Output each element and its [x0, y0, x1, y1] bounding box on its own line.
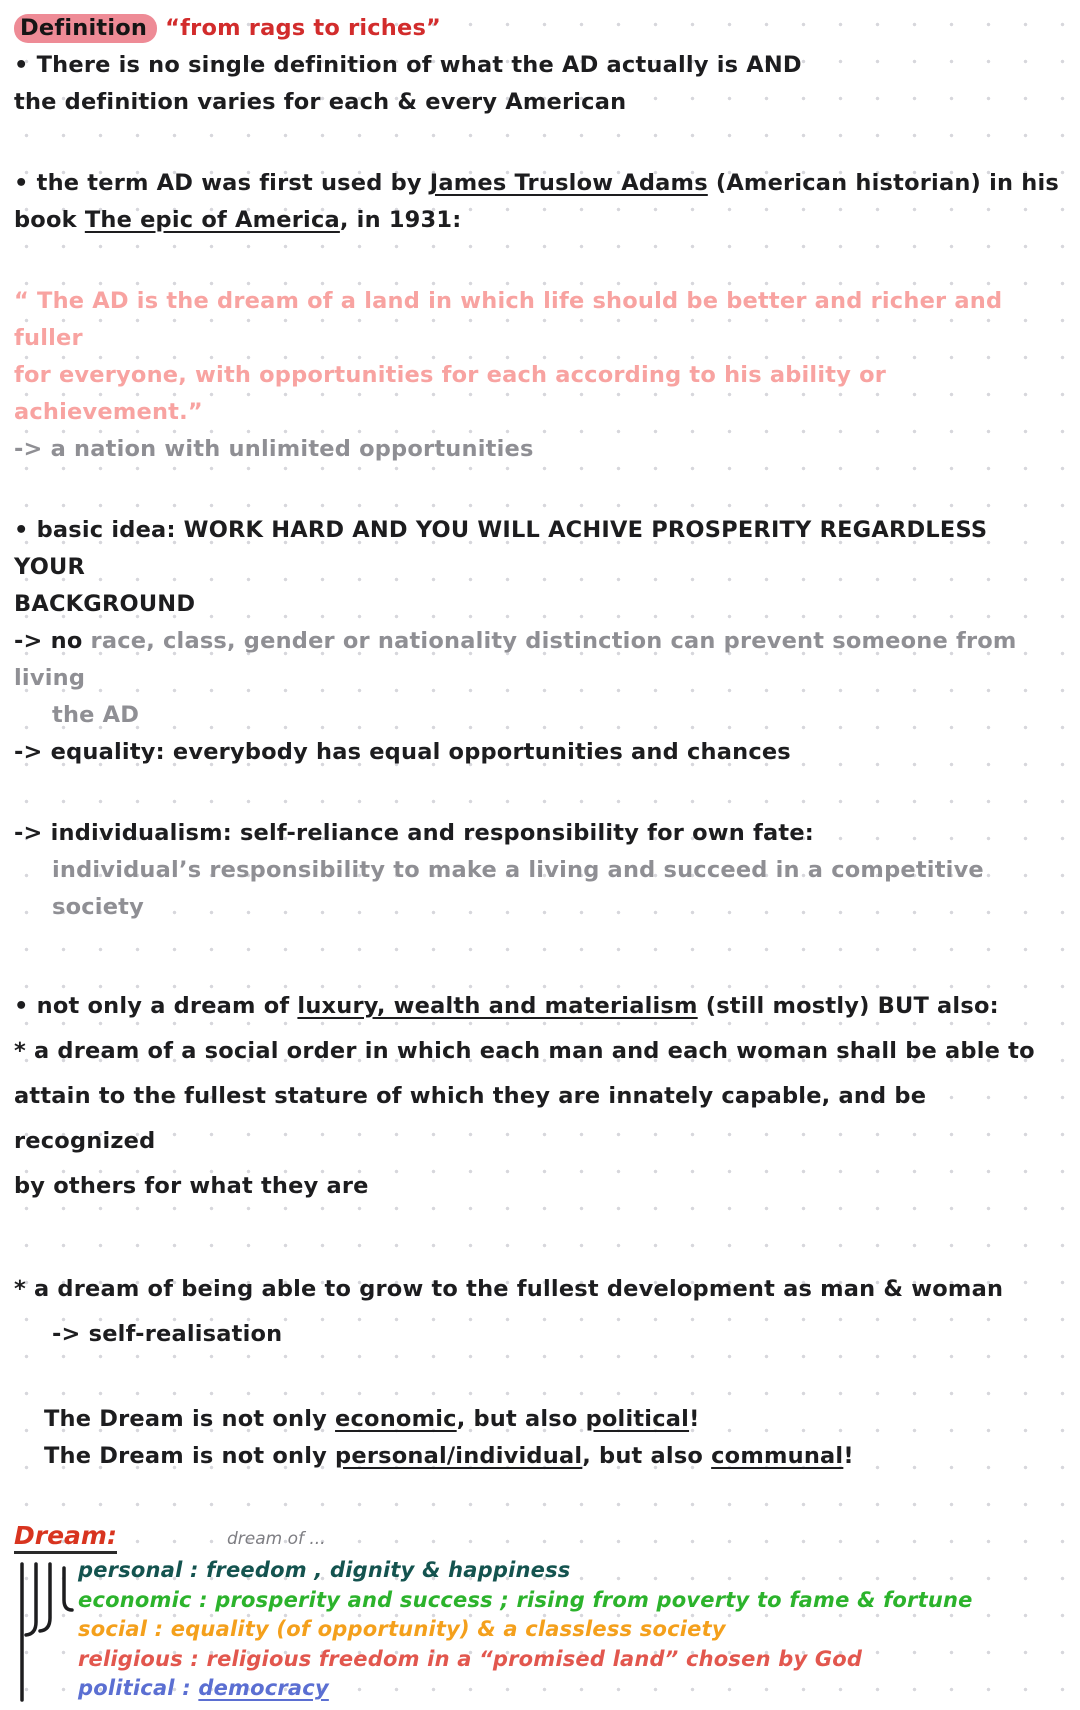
- hand-drawn-bracket-icon: [14, 1560, 78, 1710]
- text-segment: “from rags to riches”: [165, 15, 442, 41]
- note-line: [14, 512, 1062, 586]
- note-section: [14, 1267, 1062, 1357]
- note-line: [14, 202, 1062, 239]
- note-section: [14, 984, 1062, 1209]
- dream-title: Dream:: [14, 1521, 117, 1554]
- note-line: [14, 697, 1062, 734]
- note-line: [78, 1615, 1062, 1645]
- text-segment: , in 1931:: [339, 207, 462, 233]
- note-line: [14, 357, 1062, 431]
- text-segment: by others for what they are: [14, 1173, 369, 1199]
- text-segment: • the term AD was first used by: [14, 170, 430, 196]
- note-line: [14, 1312, 1062, 1357]
- note-line: [14, 734, 1062, 771]
- text-segment: The epic of America: [84, 207, 340, 233]
- text-segment: BACKGROUND: [14, 591, 196, 617]
- text-segment: each man and each woman shall be able to: [479, 1038, 1035, 1064]
- text-segment: self-reliance and responsibility for own fate:: [231, 820, 814, 846]
- text-segment: economic: [335, 1406, 457, 1432]
- note-section: [14, 10, 1062, 121]
- text-segment: *: [14, 1276, 34, 1302]
- text-segment: not only: [36, 993, 143, 1019]
- text-segment: * a dream of a: [14, 1038, 205, 1064]
- text-segment: personal : freedom , dignity & happiness: [78, 1558, 571, 1582]
- note-line: [14, 1267, 1062, 1312]
- text-segment: individualism:: [50, 820, 232, 846]
- note-line: [14, 1074, 1062, 1164]
- dream-list: [78, 1556, 1062, 1704]
- note-line: [14, 623, 1062, 697]
- note-line: [78, 1586, 1062, 1616]
- text-segment: the definition varies for each & every American: [14, 89, 627, 115]
- text-segment: a dream of being able to grow to the fullest development as man & woman: [34, 1276, 1004, 1302]
- text-segment: ->: [14, 739, 51, 765]
- text-segment: , but also: [456, 1406, 586, 1432]
- note-line: [14, 1164, 1062, 1209]
- note-line: [14, 47, 1062, 84]
- note-line: [14, 10, 1062, 47]
- note-section: [14, 512, 1062, 771]
- note-line: [78, 1674, 1062, 1704]
- text-segment: communal: [711, 1443, 844, 1469]
- text-segment: of which they are innately capable, and: [368, 1083, 895, 1109]
- text-segment: -> self-realisation: [52, 1321, 283, 1347]
- note-section: [14, 165, 1062, 239]
- note-line: [14, 84, 1062, 121]
- note-line: [14, 586, 1062, 623]
- note-line: [14, 1029, 1062, 1074]
- text-segment: (American historian) in his: [707, 170, 1059, 196]
- text-segment: be recognized: [14, 1083, 935, 1154]
- note-section: [14, 1401, 1062, 1475]
- text-segment: !: [843, 1443, 854, 1469]
- note-line: [14, 165, 1062, 202]
- text-segment: -> a nation with unlimited opportunities: [14, 436, 534, 462]
- note-section: [14, 815, 1062, 926]
- dream-header: [14, 1521, 1062, 1554]
- text-segment: Definition: [14, 14, 157, 43]
- text-segment: The Dream is not only: [44, 1443, 336, 1469]
- text-segment: James Truslow Adams: [429, 170, 708, 196]
- text-segment: [157, 15, 165, 41]
- text-segment: The Dream is not only: [44, 1406, 336, 1432]
- note-line: [14, 431, 1062, 468]
- text-segment: political: [585, 1406, 690, 1432]
- dream-list-row: [14, 1556, 1062, 1710]
- note-line: [78, 1556, 1062, 1586]
- text-segment: the AD: [52, 702, 140, 728]
- text-segment: no: [50, 628, 83, 654]
- text-segment: luxury, wealth and materialism: [297, 993, 698, 1019]
- note-section: [14, 283, 1062, 468]
- text-segment: race, class, gender or nationality distinction can prevent someone from living: [14, 628, 1025, 691]
- text-segment: attain to the fullest stature: [14, 1083, 369, 1109]
- text-segment: • There is no single definition of what the AD actually is AND: [14, 52, 802, 78]
- note-line: [14, 984, 1062, 1029]
- note-line: [78, 1645, 1062, 1675]
- note-line: [14, 815, 1062, 852]
- text-segment: in which: [356, 1038, 480, 1064]
- text-segment: individual’s responsibility to make a living and succeed in a competitive society: [52, 857, 992, 920]
- note-line: [14, 283, 1062, 357]
- text-segment: , but also: [582, 1443, 712, 1469]
- text-segment: ->: [14, 628, 51, 654]
- note-line: [14, 852, 1062, 926]
- text-segment: everybody has equal opportunities and chances: [164, 739, 791, 765]
- text-segment: book: [14, 207, 85, 233]
- text-segment: economic : prosperity and success ; rising from poverty to fame & fortune: [78, 1587, 973, 1612]
- text-segment: • basic idea: WORK HARD AND YOU WILL ACHIVE PROSPERITY REGARDLESS YOUR: [14, 517, 996, 580]
- text-segment: ->: [14, 820, 51, 846]
- text-segment: (still mostly) BUT also:: [697, 993, 999, 1019]
- note-line: [14, 1401, 1062, 1438]
- text-segment: “ The AD is the dream of a land in which life should be better and richer and fuller: [14, 288, 1011, 351]
- text-segment: political :: [78, 1676, 199, 1700]
- text-segment: democracy: [198, 1676, 329, 1700]
- text-segment: social : equality (of opportunity) & a classless society: [78, 1617, 726, 1641]
- text-segment: •: [14, 993, 37, 1019]
- note-body: [14, 10, 1062, 1475]
- text-segment: social order: [204, 1038, 357, 1064]
- text-segment: !: [689, 1406, 700, 1432]
- text-segment: equality:: [50, 739, 165, 765]
- text-segment: religious : religious freedom in a “promised land” chosen by God: [78, 1646, 863, 1671]
- text-segment: a dream of: [142, 993, 298, 1019]
- text-segment: personal/individual: [335, 1443, 583, 1469]
- text-segment: for everyone, with opportunities for each according to his ability or achievement.”: [14, 362, 895, 425]
- dream-of-note: dream of ...: [226, 1529, 326, 1549]
- note-line: [14, 1438, 1062, 1475]
